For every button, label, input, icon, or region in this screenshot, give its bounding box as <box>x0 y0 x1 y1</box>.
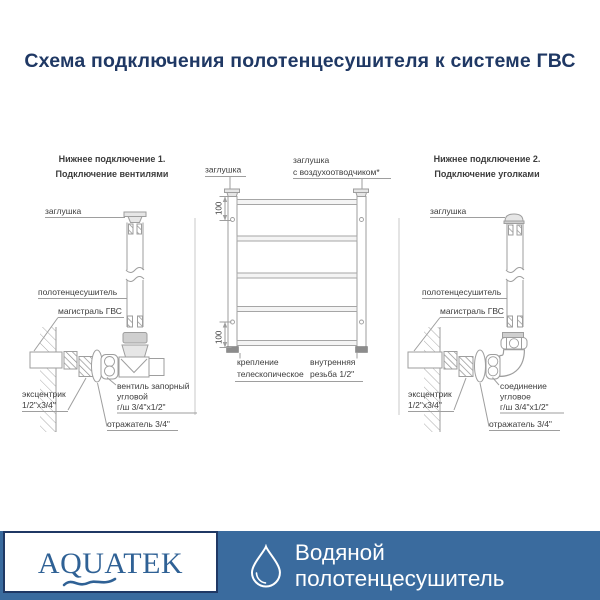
brand-logo-box <box>3 531 218 593</box>
left-hws-pipe <box>30 352 62 368</box>
left-valve-label-1: вентиль запорный <box>117 381 190 391</box>
diagram-lower-connection-elbows <box>408 154 564 432</box>
left-header-line1: Нижнее подключение 1. <box>58 154 166 164</box>
right-header-line1: Нижнее подключение 2. <box>433 154 541 164</box>
diagram-towel-rail <box>205 155 391 382</box>
center-cap-right-label-2: с воздухоотводчиком* <box>293 167 380 177</box>
left-angle-valve <box>101 333 164 380</box>
left-header-line2: Подключение вентилями <box>55 169 169 179</box>
right-wall <box>424 327 440 432</box>
left-cap <box>124 212 146 223</box>
left-eccentric-label-1: эксцентрик <box>22 389 66 399</box>
left-eccentric-leader <box>68 378 86 410</box>
left-valve-label-2: угловой <box>117 391 148 402</box>
right-hws-main-label: магистраль ГВС <box>440 306 504 316</box>
left-cap-label: заглушка <box>45 206 82 216</box>
center-dim-bottom-value: 100 <box>214 330 224 344</box>
center-bracket-label-2: телескопическое <box>237 369 304 379</box>
footer-bar <box>0 531 600 600</box>
left-eccentric-label-2: 1/2"х3/4" <box>22 400 56 410</box>
center-dim-top-value: 100 <box>214 201 224 215</box>
left-valve-label-3: г/ш 3/4"х1/2" <box>117 402 166 412</box>
diagram-lower-connection-valves <box>22 154 197 432</box>
left-towel-rail-label: полотенцесушитель <box>38 287 118 297</box>
right-cap-label: заглушка <box>430 206 467 216</box>
right-eccentric-leader <box>454 378 466 410</box>
center-foot-right <box>356 347 368 353</box>
right-hws-pipe <box>408 352 442 368</box>
right-reflector <box>475 350 486 382</box>
brand-wave-icon <box>62 576 118 589</box>
center-cap-left-label: заглушка <box>205 164 242 175</box>
left-wall <box>40 327 56 432</box>
right-towel-pipe <box>506 224 524 328</box>
water-drop-icon <box>247 544 285 588</box>
center-cap-right-label-1: заглушка <box>293 155 330 165</box>
right-elbow-label-1: соединение <box>500 381 547 391</box>
right-eccentric-label-2: 1/2"х3/4" <box>408 400 442 410</box>
center-thread-label-1: внутренняя <box>310 357 356 367</box>
right-elbow-label-3: г/ш 3/4"х1/2" <box>500 402 549 412</box>
left-hws-main-label: магистраль ГВС <box>58 306 122 316</box>
right-lock-nut <box>444 352 457 370</box>
footer-product-name: Водяной полотенцесушитель <box>294 539 505 591</box>
brand-logo-text: AQUATEK <box>37 547 184 580</box>
left-reflector-label: отражатель 3/4" <box>107 419 170 429</box>
right-cap <box>504 214 524 224</box>
right-eccentric <box>459 357 473 377</box>
right-header-line2: Подключение уголками <box>434 169 540 179</box>
right-reflector-leader <box>480 383 489 427</box>
right-reflector-label: отражатель 3/4" <box>489 419 552 429</box>
right-elbow-label-2: угловое <box>500 391 531 402</box>
center-bracket-label-1: крепление <box>237 357 279 367</box>
center-thread-label-2: резьба 1/2" <box>310 369 355 379</box>
left-towel-pipe <box>126 223 144 328</box>
left-reflector-leader <box>98 383 108 427</box>
center-rungs <box>237 200 357 346</box>
right-angle-elbow <box>486 333 527 380</box>
left-eccentric <box>79 357 93 377</box>
right-towel-rail-label: полотенцесушитель <box>422 287 502 297</box>
left-lock-nut <box>64 352 77 370</box>
right-eccentric-label-1: эксцентрик <box>408 389 452 399</box>
footer-product <box>247 531 600 600</box>
page-title: Схема подключения полотенцесушителя к системе ГВС <box>24 50 576 72</box>
